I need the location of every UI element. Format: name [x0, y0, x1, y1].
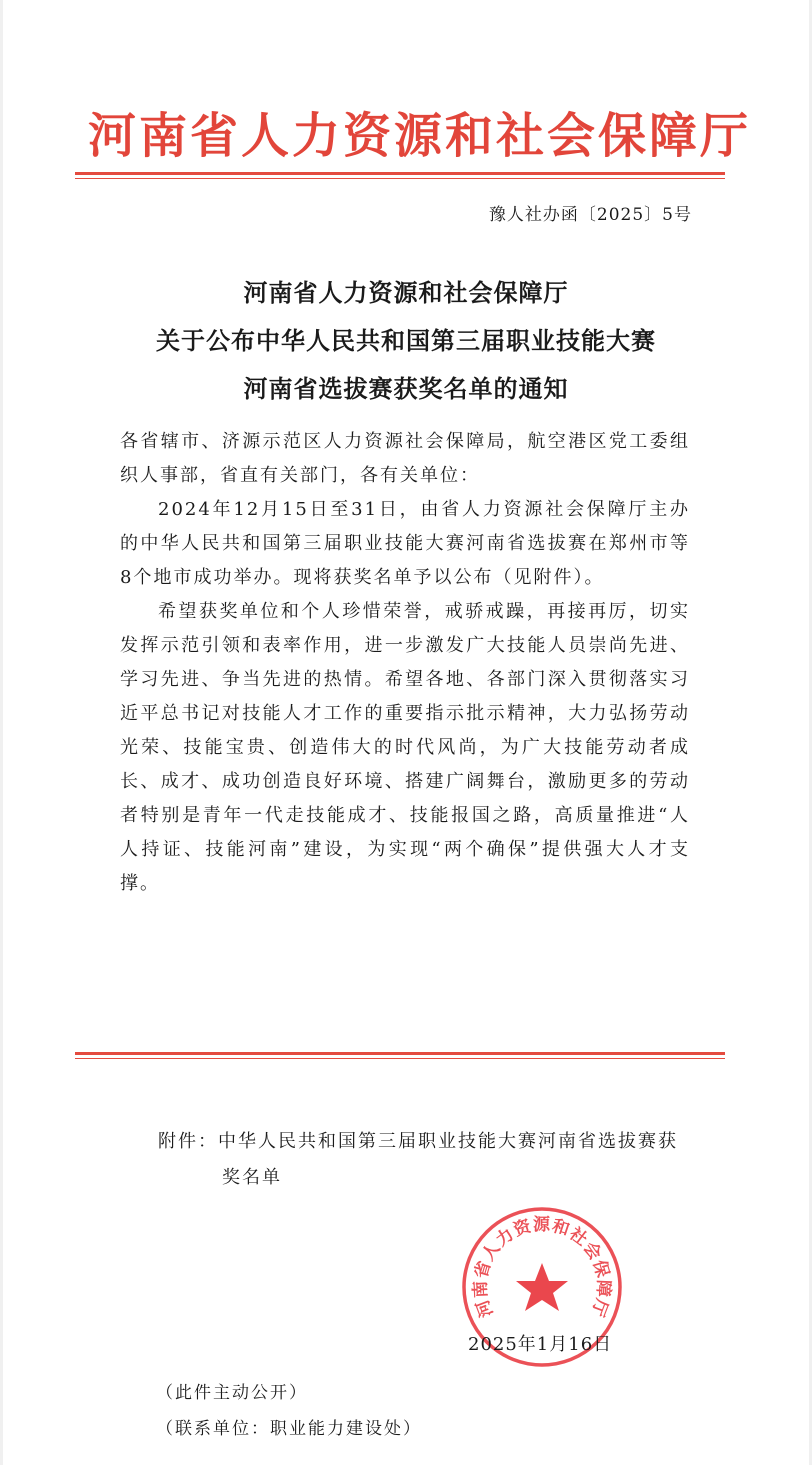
- attachment-line-1: 附件：中华人民共和国第三届职业技能大赛河南省选拔赛获: [158, 1131, 678, 1152]
- document-number: 豫人社办函〔2025〕5号: [488, 205, 692, 225]
- public-notice: （此件主动公开）: [156, 1383, 308, 1403]
- seal-star-icon: [516, 1263, 568, 1311]
- contact-unit: （联系单位：职业能力建设处）: [156, 1419, 422, 1439]
- letterhead-title: 河南省人力资源和社会保障厅: [88, 108, 752, 164]
- page-edge-left: [0, 0, 3, 1465]
- seal-text: 河南省人力资源和社会保障厅: [470, 1215, 614, 1320]
- issue-date: 2025年1月16日: [468, 1334, 613, 1355]
- separator-red-rule: [75, 1052, 725, 1059]
- letterhead-red-rule: [75, 172, 725, 179]
- title-line-1: 河南省人力资源和社会保障厅: [243, 278, 569, 307]
- body-paragraph-1: 2024年12月15日至31日，由省人力资源社会保障厅主办的中华人民共和国第三届职业技能大赛河南省选拔赛在郑州市等8个地市成功举办。现将获奖名单予以公布（见附件）。: [120, 499, 690, 588]
- body-paragraph-2: 希望获奖单位和个人珍惜荣誉，戒骄戒躁，再接再厉，切实发挥示范引领和表率作用，进一步激发广大技能人员崇尚先进、学习先进、争当先进的热情。希望各地、各部门深入贯彻落实习近平总书记对技能人才工作的重要指示批示精神，大力弘扬劳动光荣、技能宝贵、创造伟大的时代风尚，为广大技能劳动者成长、成才、成功创造良好环境、搭建广阔舞台，激励更多的劳动者特别是青年一代走技能成才、技能报国之路，高质量推进“人人持证、技能河南”建设，为实现“两个确保”提供强大人才支撑。: [120, 601, 690, 894]
- notice-body: [120, 425, 690, 901]
- attachment-line-2: 奖名单: [222, 1167, 282, 1188]
- title-line-2: 关于公布中华人民共和国第三届职业技能大赛: [156, 326, 656, 355]
- addressee-paragraph: 各省辖市、济源示范区人力资源社会保障局，航空港区党工委组织人事部，省直有关部门，各有关单位：: [120, 431, 690, 486]
- attachment-note: [158, 1124, 698, 1196]
- title-line-3: 河南省选拔赛获奖名单的通知: [243, 374, 569, 403]
